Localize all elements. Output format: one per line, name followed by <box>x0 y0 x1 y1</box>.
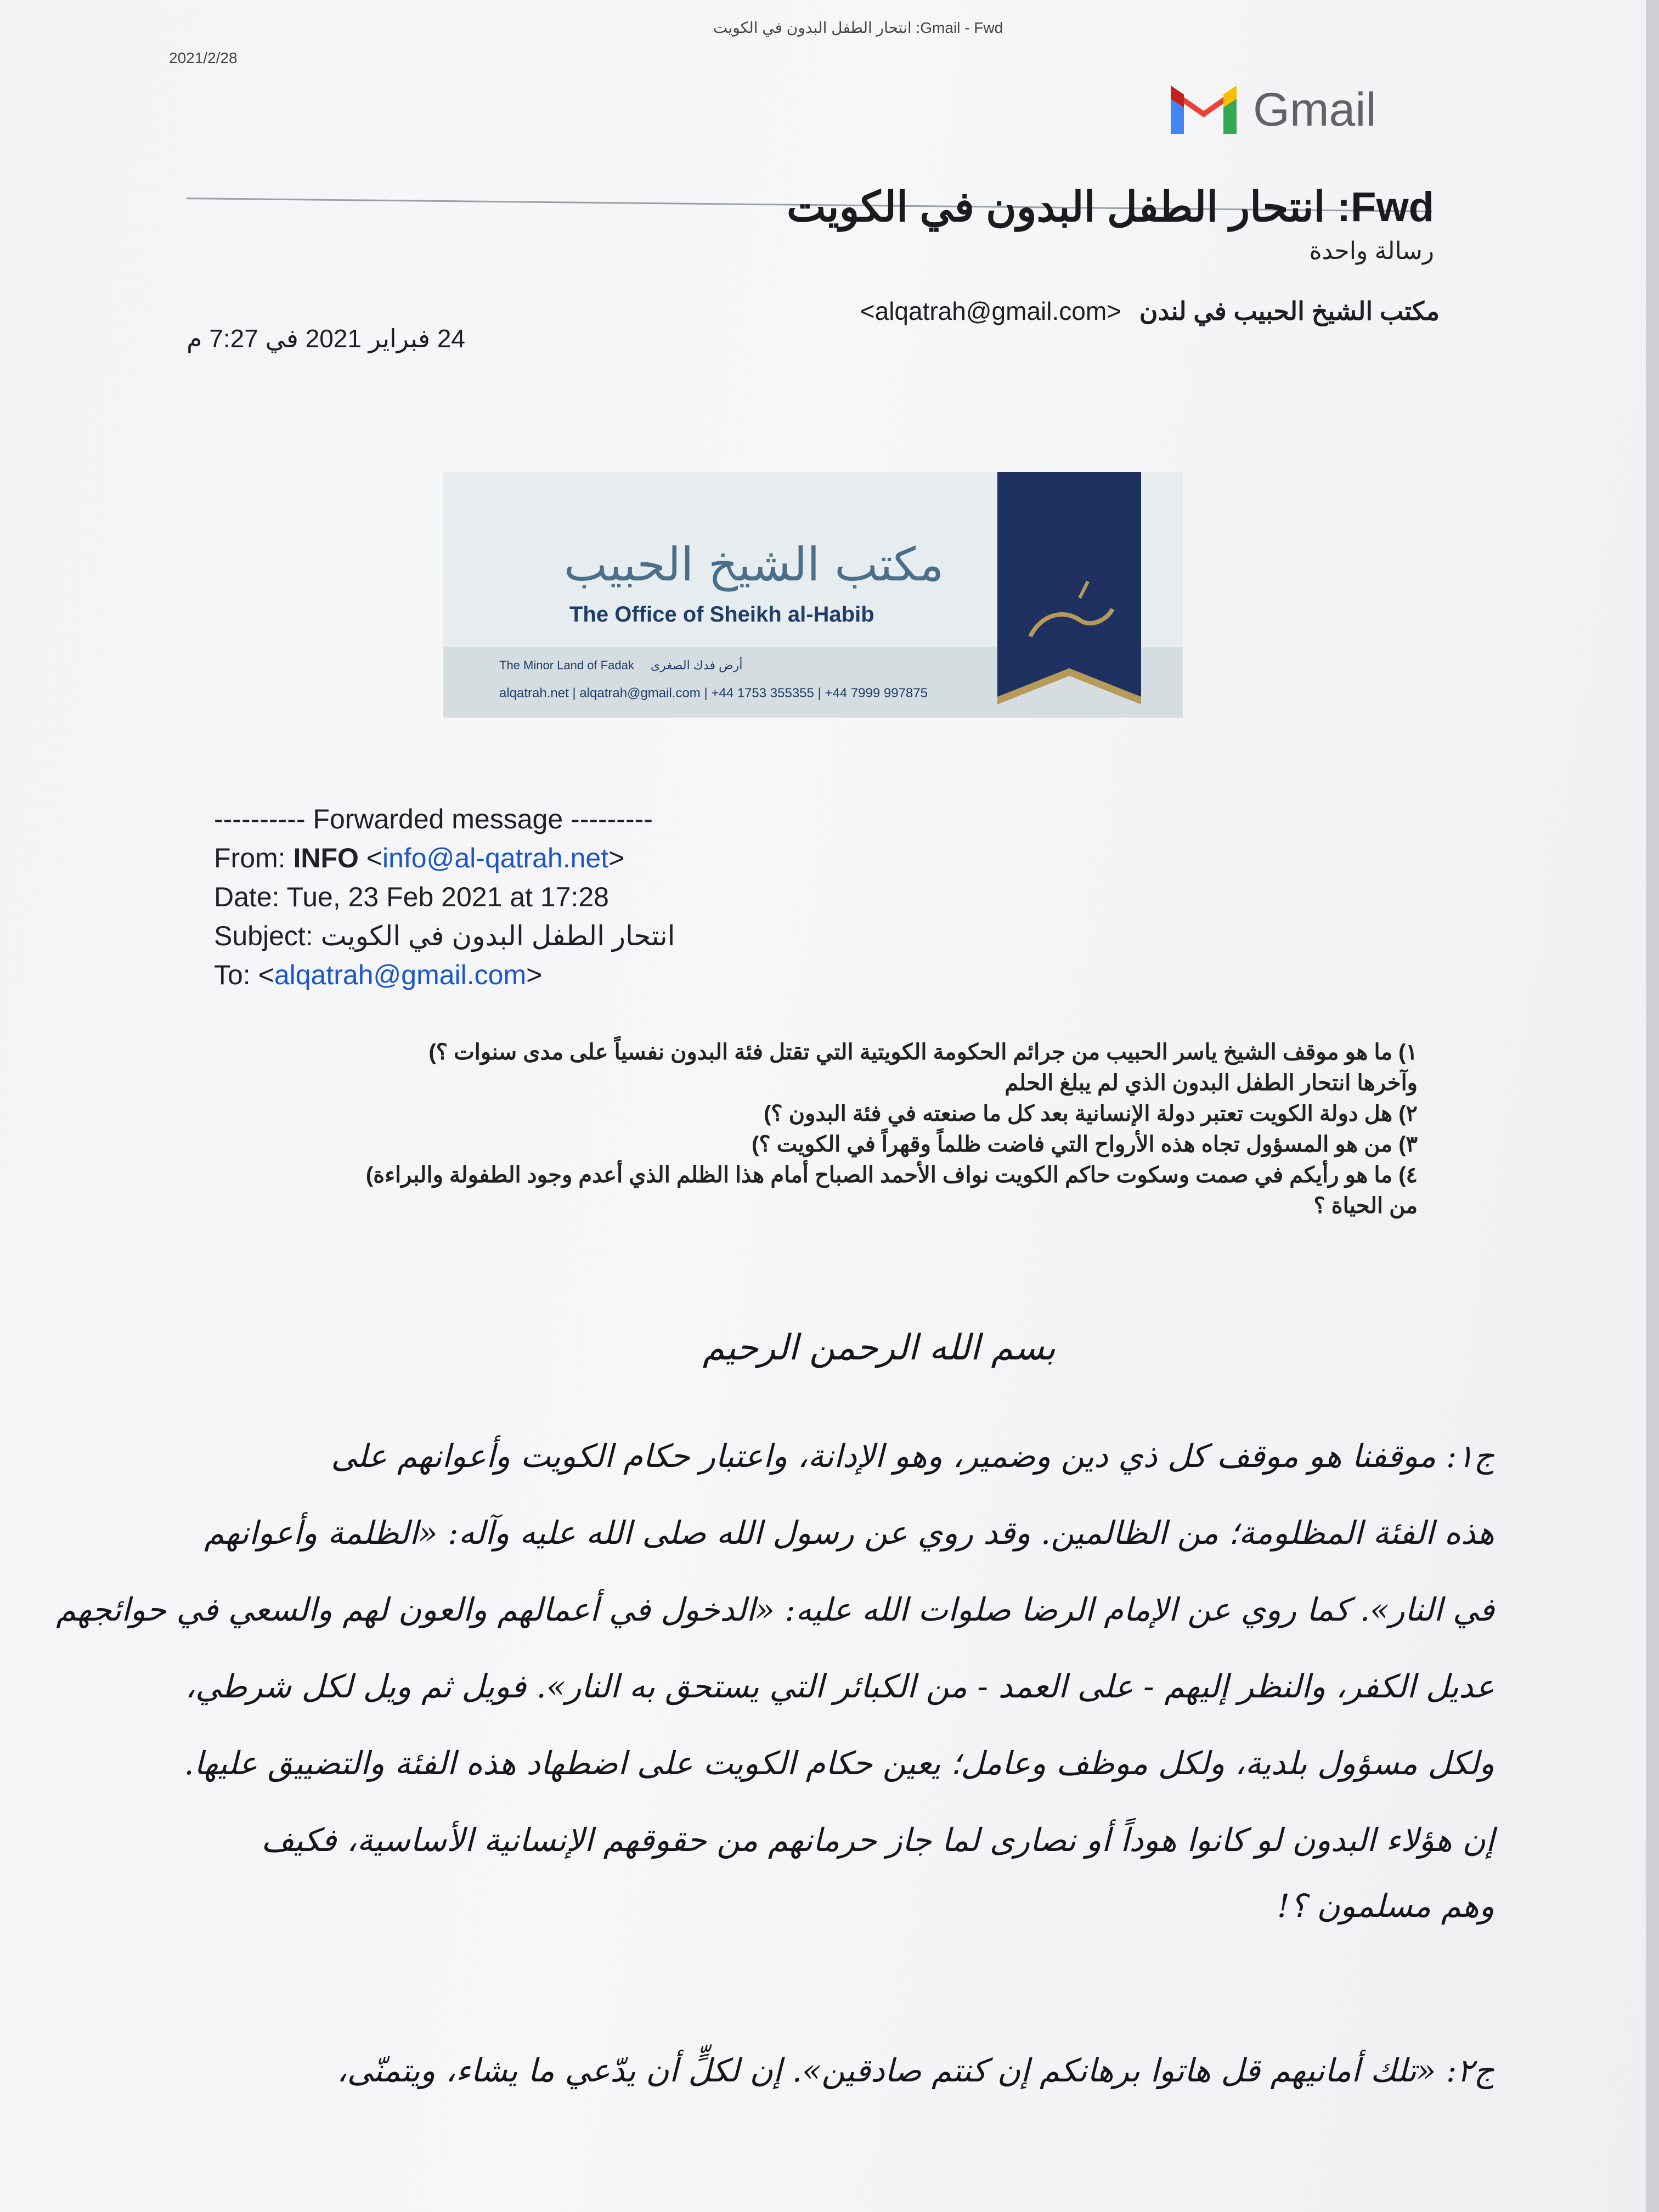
gmail-logo <box>1169 77 1376 143</box>
from-name: INFO <box>293 843 359 873</box>
gmail-wordmark: Gmail <box>1253 83 1376 136</box>
to-email-link[interactable]: alqatrah@gmail.com <box>274 960 527 990</box>
question-line: من الحياة ؟ <box>1313 1194 1418 1218</box>
forwarded-date <box>214 878 675 917</box>
date-label: Date: <box>214 882 280 912</box>
banner-minor-land <box>499 658 742 673</box>
sender-email: <alqatrah@gmail.com> <box>860 297 1122 325</box>
handwritten-line: ولكل مسؤول بلدية، ولكل موظف وعامل؛ يعين حكام الكويت على اضطهاد هذه الفئة والتضييق عليها. <box>184 1745 1494 1782</box>
forwarded-to: To: <alqatrah@gmail.com> <box>214 960 543 990</box>
handwritten-line: إن هؤلاء البدون لو كانوا هوداً أو نصارى لما جاز حرمانهم من حقوقهم الإنسانية الأساسية، فكيف <box>261 1821 1494 1859</box>
date-value: Tue, 23 Feb 2021 at 17:28 <box>286 882 609 912</box>
forwarded-from: From: INFO <info@al-qatrah.net> <box>214 843 625 873</box>
handwritten-basmala: بسم الله الرحمن الرحيم <box>702 1328 1056 1368</box>
handwritten-line: وهم مسلمون ؟! <box>1277 1887 1494 1925</box>
minor-land-ar: أرض فدك الصغرى <box>650 658 743 672</box>
book-emblem-icon <box>997 472 1141 718</box>
subject-label: Subject: <box>214 921 313 951</box>
forwarded-block <box>214 800 675 995</box>
question-line: ٢) هل دولة الكويت تعتبر دولة الإنسانية بعد كل ما صنعته في فئة البدون ؟) <box>764 1102 1418 1126</box>
question-line: ١) ما هو موقف الشيخ ياسر الحبيب من جرائم الحكومة الكويتية التي تقتل فئة البدون نفسياً على مدى سنوات ؟) <box>428 1040 1418 1064</box>
message-count: رسالة واحدة <box>1309 238 1434 264</box>
questions-list <box>211 1037 1418 1221</box>
email-subject: Fwd: انتحار الطفل البدون في الكويت <box>786 184 1434 230</box>
subject-value: انتحار الطفل البدون في الكويت <box>320 921 675 951</box>
question-line: ٣) من هو المسؤول تجاه هذه الأرواح التي فاضت ظلماً وقهراً في الكويت ؟) <box>752 1132 1418 1156</box>
handwritten-line: ج١: موقفنا هو موقف كل ذي دين وضمير، وهو الإدانة، واعتبار حكام الكويت وأعوانهم على <box>331 1437 1494 1475</box>
handwritten-line: ج٢: «تلك أمانيهم قل هاتوا برهانكم إن كنتم صادقين». إن لكلٍّ أن يدّعي ما يشاء، ويتمنّى، <box>336 2052 1494 2089</box>
banner-contacts: alqatrah.net | alqatrah@gmail.com | +44 1753 355355 | +44 7999 997875 <box>499 686 928 701</box>
print-date: 2021/2/28 <box>169 49 238 66</box>
handwritten-line: عديل الكفر، والنظر إليهم - على العمد - من الكبائر التي يستحق به النار». فويل ثم ويل لكل شرطي، <box>185 1668 1494 1705</box>
handwritten-line: هذه الفئة المظلومة؛ من الظالمين. وقد روي عن رسول الله صلى الله عليه وآله: «الظلمة وأعوانهم <box>204 1514 1494 1551</box>
from-email-link[interactable]: info@al-qatrah.net <box>382 843 609 873</box>
to-label: To: <box>214 960 251 990</box>
sender-row <box>860 296 1440 326</box>
forwarded-separator: ---------- Forwarded message --------- <box>214 804 653 834</box>
handwritten-line: في النار». كما روي عن الإمام الرضا صلوات الله عليه: «الدخول في أعمالهم والعون لهم والسعي في حوائجهم <box>56 1591 1494 1628</box>
banner-english-title: The Office of Sheikh al-Habib <box>569 602 874 627</box>
banner-arabic-title: مكتب الشيخ الحبيب <box>564 538 944 591</box>
office-banner <box>443 472 1183 718</box>
print-title: Gmail - Fwd: انتحار الطفل البدون في الكويت <box>713 19 1003 36</box>
page-edge <box>1646 0 1659 2212</box>
gmail-m-icon <box>1169 83 1239 136</box>
sender-name: مكتب الشيخ الحبيب في لندن <box>1139 297 1440 325</box>
forwarded-subject <box>214 917 675 956</box>
from-label: From: <box>214 843 286 873</box>
minor-land-en: The Minor Land of Fadak <box>499 658 634 672</box>
question-line: وآخرها انتحار الطفل البدون الذي لم يبلغ الحلم <box>1005 1071 1418 1095</box>
question-line: ٤) ما هو رأيكم في صمت وسكوت حاكم الكويت نواف الأحمد الصباح أمام هذا الظلم الذي أعدم وجود الطفولة والبراءة) <box>365 1163 1418 1187</box>
sent-date: 24 فبراير 2021 في 7:27 م <box>187 324 465 353</box>
